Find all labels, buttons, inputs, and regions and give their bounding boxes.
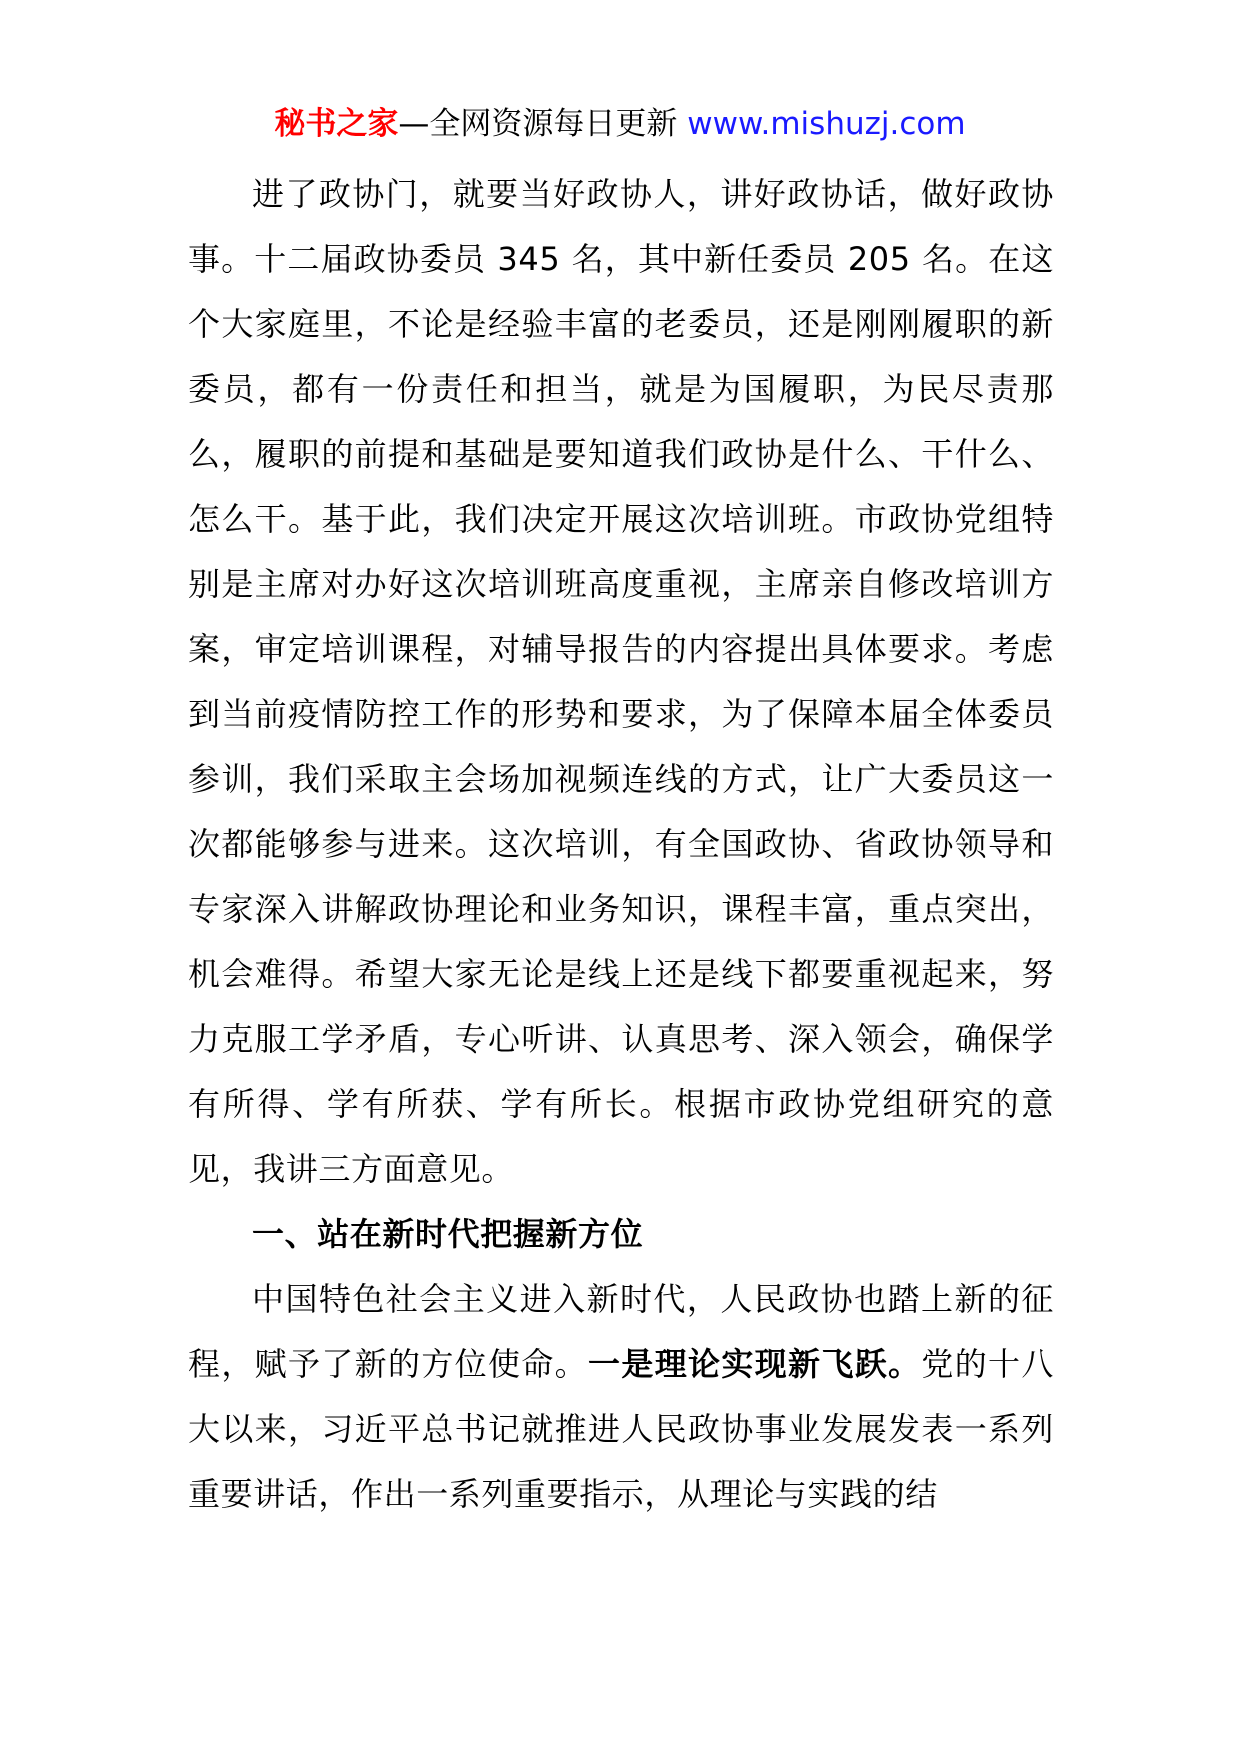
page-header [0, 100, 1240, 148]
header-slogan: —全网资源每日更新 [398, 106, 678, 142]
body-paragraph [188, 1267, 1054, 1527]
bold-lead-phrase: 一是理论实现新飞跃。 [588, 1345, 922, 1383]
header-url-link[interactable]: www.mishuzj.com [687, 106, 966, 142]
section-heading: 一、站在新时代把握新方位 [252, 1215, 644, 1253]
paragraph-text: 党的十八大以来，习近平总书记就推进人民政协事业发展发表一系列重要讲话，作出一系列重要指示，从理论与实践的结 [188, 1345, 1054, 1513]
paragraph-text: 中国特色社会主义进入新时代，人民政协也踏上新的征程，赋予了新的方位使命。 [188, 1280, 1054, 1383]
body-paragraph: 进了政协门，就要当好政协人，讲好政协话，做好政协事。十二届政协委员 345 名，其中新任委员 205 名。在这个大家庭里，不论是经验丰富的老委员，还是刚刚履职的新委员，都有一份责任和担当，就是为国履职，为民尽责那么，履职的前提和基础是要知道我们政协是什么、干什么、怎么干。基于此，我们决定开展这次培训班。市政协党组特别是主席对办好这次培训班高度重视，主席亲自修改培训方案，审定培训课程，对辅导报告的内容提出具体要求。考虑到当前疫情防控工作的形势和要求，为了保障本届全体委员参训，我们采取主会场加视频连线的方式，让广大委员这一次都能够参与进来。这次培训，有全国政协、省政协领导和专家深入讲解政协理论和业务知识，课程丰富，重点突出，机会难得。希望大家无论是线上还是线下都要重视起来，努力克服工学矛盾，专心听讲、认真思考、深入领会，确保学有所得、学有所获、学有所长。根据市政协党组研究的意见，我讲三方面意见。 [188, 175, 1054, 1188]
document-body [188, 162, 1054, 1527]
brand-name: 秘书之家 [274, 106, 399, 142]
